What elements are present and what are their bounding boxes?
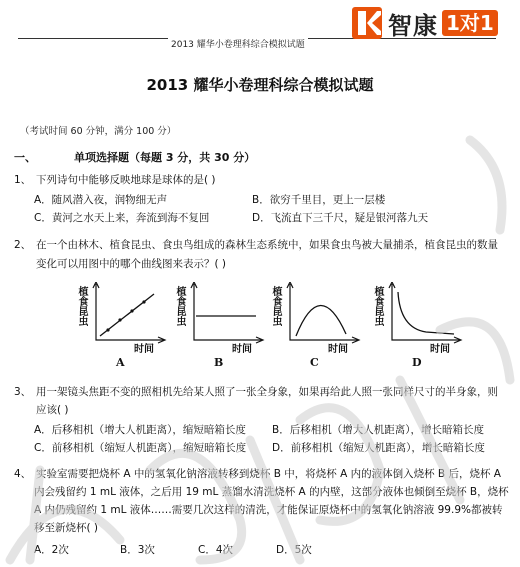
option-d: D．飞流直下三千尺，疑是银河落九天	[252, 212, 429, 224]
question-2	[14, 237, 498, 254]
question-text: 下列诗句中能够反映地球是球体的是( )	[36, 174, 216, 186]
option-a: A．2次	[34, 544, 69, 556]
question-text-line1: 实验室需要把烧杯 A 中的氢氧化钠溶液转移到烧杯 B 中，将烧杯 A 内的液体倒入烧杯 B 后，烧杯 A	[36, 468, 501, 480]
option-c: C．前移相机（缩短人机距离），缩短暗箱长度	[34, 442, 247, 454]
question-text-line2: 内会残留约 1 mL 液体，之后用 19 mL 蒸馏水清洗烧杯 A 的内壁，这部分液体也倾倒至烧杯 B，烧杯	[34, 486, 509, 498]
question-text-line1: 用一架镜头焦距不变的照相机先给某人照了一张全身象，如果再给此人照一张同样尺寸的半身象，则	[36, 386, 498, 398]
option-b: B．3次	[120, 544, 155, 556]
graph-plot	[188, 282, 278, 346]
brand-badge: 1对1	[442, 10, 498, 36]
option-c: C．黄河之水天上来，奔流到海不复回	[34, 212, 210, 224]
question-number: 3、	[14, 386, 32, 398]
page-title: 2013 耀华小卷理科综合模拟试题	[146, 76, 374, 94]
question-text-line2: 应该( )	[36, 404, 69, 416]
graph-a	[76, 282, 166, 372]
brand-logo	[352, 6, 498, 40]
graph-letter: D	[412, 356, 422, 369]
graph-axes	[194, 284, 262, 340]
option-c: C．4次	[198, 544, 234, 556]
question-4	[14, 466, 501, 483]
question-text-line4: 移至新烧杯( )	[34, 522, 99, 534]
graph-b	[174, 282, 264, 372]
graph-x-label: 时间	[134, 344, 154, 355]
graph-letter: C	[310, 356, 319, 369]
graph-y-label: 植食昆虫	[76, 286, 87, 326]
option-d: D．前移相机（缩短人机距离），增长暗箱长度	[272, 442, 485, 454]
graph-d	[372, 282, 462, 372]
running-title: 2013 耀华小卷理科综合模拟试题	[168, 37, 308, 50]
exam-note: （考试时间 60 分钟，满分 100 分）	[20, 126, 177, 137]
brand-mark-icon	[352, 7, 382, 39]
graph-curve-rising	[100, 294, 154, 336]
graph-axes	[290, 284, 358, 340]
graph-y-label: 植食昆虫	[174, 286, 185, 326]
graph-plot	[90, 282, 180, 346]
graph-plot	[386, 282, 476, 346]
graph-x-label: 时间	[232, 344, 252, 355]
graph-axis-arrows	[191, 282, 263, 343]
question-number: 4、	[14, 468, 32, 480]
graph-x-label: 时间	[328, 344, 348, 355]
graph-curve-decay	[398, 292, 454, 334]
question-text-line2: 变化可以用图中的哪个曲线图来表示？( )	[36, 258, 227, 270]
graph-curve-hump	[296, 305, 346, 336]
option-d: D．5次	[276, 544, 312, 556]
graph-x-label: 时间	[430, 344, 450, 355]
section-number: 一、	[14, 151, 36, 164]
option-b: B．欲穷千里目，更上一层楼	[252, 194, 386, 206]
question-number: 2、	[14, 239, 32, 251]
option-a: A．随风潜入夜，润物细无声	[34, 194, 168, 206]
option-a: A．后移相机（增大人机距离），缩短暗箱长度	[34, 424, 246, 436]
graph-letter: B	[214, 356, 224, 369]
option-b: B．后移相机（增大人机距离），增长暗箱长度	[272, 424, 484, 436]
graph-c	[270, 282, 360, 372]
brand-name: 智康	[388, 11, 438, 40]
section-heading	[14, 149, 255, 165]
question-text-line1: 在一个由林木、植食昆虫、食虫鸟组成的森林生态系统中，如果食虫鸟被大量捕杀，植食昆虫的数量	[36, 239, 498, 251]
question-number: 1、	[14, 174, 32, 186]
question-text-line3: A 内仍残留约 1 mL 液体……需要几次这样的清洗，才能保证原烧杯中的氢氧化钠溶液 99.9%都被转	[34, 504, 503, 516]
section-title: 单项选择题（每题 3 分，共 30 分）	[74, 151, 256, 164]
graph-letter: A	[116, 356, 125, 369]
graph-y-label: 植食昆虫	[372, 286, 383, 326]
question-1	[14, 172, 216, 189]
graph-plot	[284, 282, 374, 346]
graph-axis-arrows	[287, 282, 359, 343]
graph-y-label: 植食昆虫	[270, 286, 281, 326]
question-3	[14, 384, 498, 401]
